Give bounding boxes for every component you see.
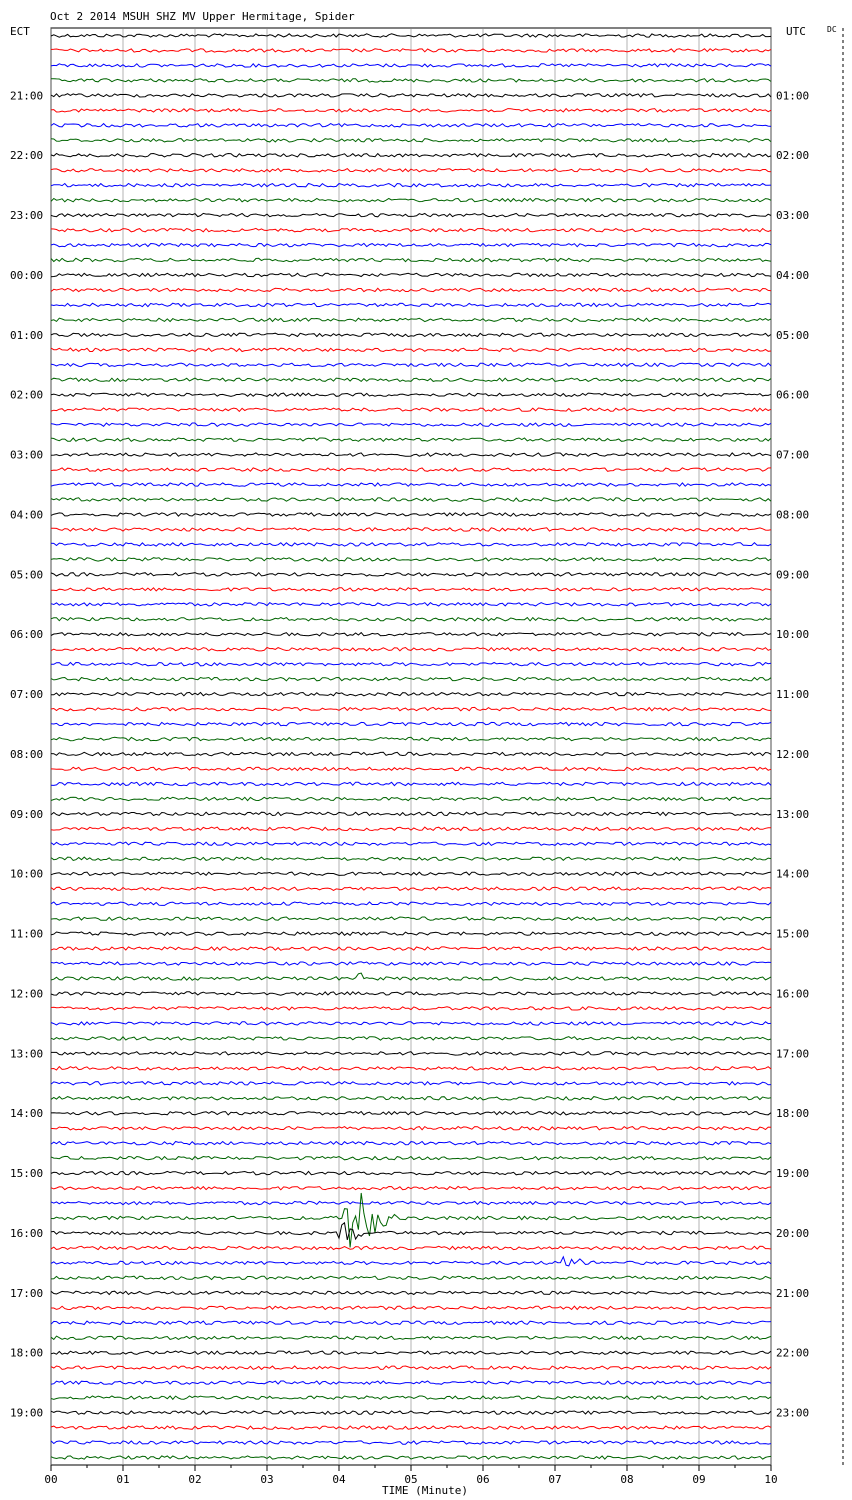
- right-hour-label: 17:00: [776, 1047, 810, 1061]
- left-hour-label: 05:00: [10, 568, 44, 582]
- x-tick-label: 07: [548, 1473, 562, 1486]
- left-hour-label: 19:00: [10, 1406, 44, 1420]
- left-hour-label: 10:00: [10, 867, 44, 881]
- right-hour-label: 16:00: [776, 987, 810, 1001]
- left-hour-label: 02:00: [10, 388, 44, 402]
- x-tick-label: 09: [692, 1473, 706, 1486]
- right-hour-label: 05:00: [776, 328, 810, 342]
- right-hour-label: 11:00: [776, 688, 810, 702]
- right-hour-label: 15:00: [776, 927, 810, 941]
- left-hour-label: 15:00: [10, 1167, 44, 1181]
- left-hour-label: 14:00: [10, 1107, 44, 1121]
- left-time-labels: [10, 89, 43, 1419]
- x-tick-label: 06: [476, 1473, 490, 1486]
- right-hour-label: 12:00: [776, 747, 810, 761]
- x-tick-label: 01: [116, 1473, 130, 1486]
- left-hour-label: 18:00: [10, 1346, 44, 1360]
- x-tick-label: 05: [404, 1473, 418, 1486]
- x-axis-ticks: [44, 1465, 777, 1486]
- left-axis-label: ECT: [10, 25, 30, 38]
- left-hour-label: 09:00: [10, 807, 44, 821]
- x-tick-label: 03: [260, 1473, 274, 1486]
- x-tick-label: 02: [188, 1473, 202, 1486]
- left-hour-label: 21:00: [10, 89, 44, 103]
- right-time-labels: [776, 89, 809, 1419]
- right-hour-label: 20:00: [776, 1226, 810, 1240]
- left-hour-label: 11:00: [10, 927, 44, 941]
- left-hour-label: 16:00: [10, 1226, 44, 1240]
- left-hour-label: 17:00: [10, 1286, 44, 1300]
- right-hour-label: 08:00: [776, 508, 810, 522]
- left-hour-label: 06:00: [10, 628, 44, 642]
- right-hour-label: 23:00: [776, 1406, 810, 1420]
- right-hour-label: 06:00: [776, 388, 810, 402]
- right-hour-label: 02:00: [776, 149, 810, 163]
- left-hour-label: 12:00: [10, 987, 44, 1001]
- right-hour-label: 04:00: [776, 268, 810, 282]
- x-axis-label: TIME (Minute): [381, 1484, 469, 1497]
- left-hour-label: 03:00: [10, 448, 44, 462]
- left-hour-label: 22:00: [10, 149, 44, 163]
- dc-marker: DC: [827, 25, 837, 34]
- right-hour-label: 07:00: [776, 448, 810, 462]
- right-hour-label: 03:00: [776, 209, 810, 223]
- left-hour-label: 01:00: [10, 328, 44, 342]
- right-hour-label: 19:00: [776, 1167, 810, 1181]
- left-hour-label: 00:00: [10, 268, 44, 282]
- right-hour-label: 09:00: [776, 568, 810, 582]
- left-hour-label: 23:00: [10, 209, 44, 223]
- x-tick-label: 10: [764, 1473, 778, 1486]
- right-hour-label: 13:00: [776, 807, 810, 821]
- right-axis-label: UTC: [786, 25, 806, 38]
- left-hour-label: 13:00: [10, 1047, 44, 1061]
- x-tick-label: 04: [332, 1473, 346, 1486]
- right-hour-label: 10:00: [776, 628, 810, 642]
- left-hour-label: 07:00: [10, 688, 44, 702]
- right-hour-label: 14:00: [776, 867, 810, 881]
- left-hour-label: 08:00: [10, 747, 44, 761]
- x-tick-label: 08: [620, 1473, 634, 1486]
- right-hour-label: 18:00: [776, 1107, 810, 1121]
- x-tick-label: 00: [44, 1473, 58, 1486]
- right-hour-label: 01:00: [776, 89, 810, 103]
- chart-title: Oct 2 2014 MSUH SHZ MV Upper Hermitage, Spider: [50, 10, 355, 23]
- right-hour-label: 21:00: [776, 1286, 810, 1300]
- right-hour-label: 22:00: [776, 1346, 810, 1360]
- left-hour-label: 04:00: [10, 508, 44, 522]
